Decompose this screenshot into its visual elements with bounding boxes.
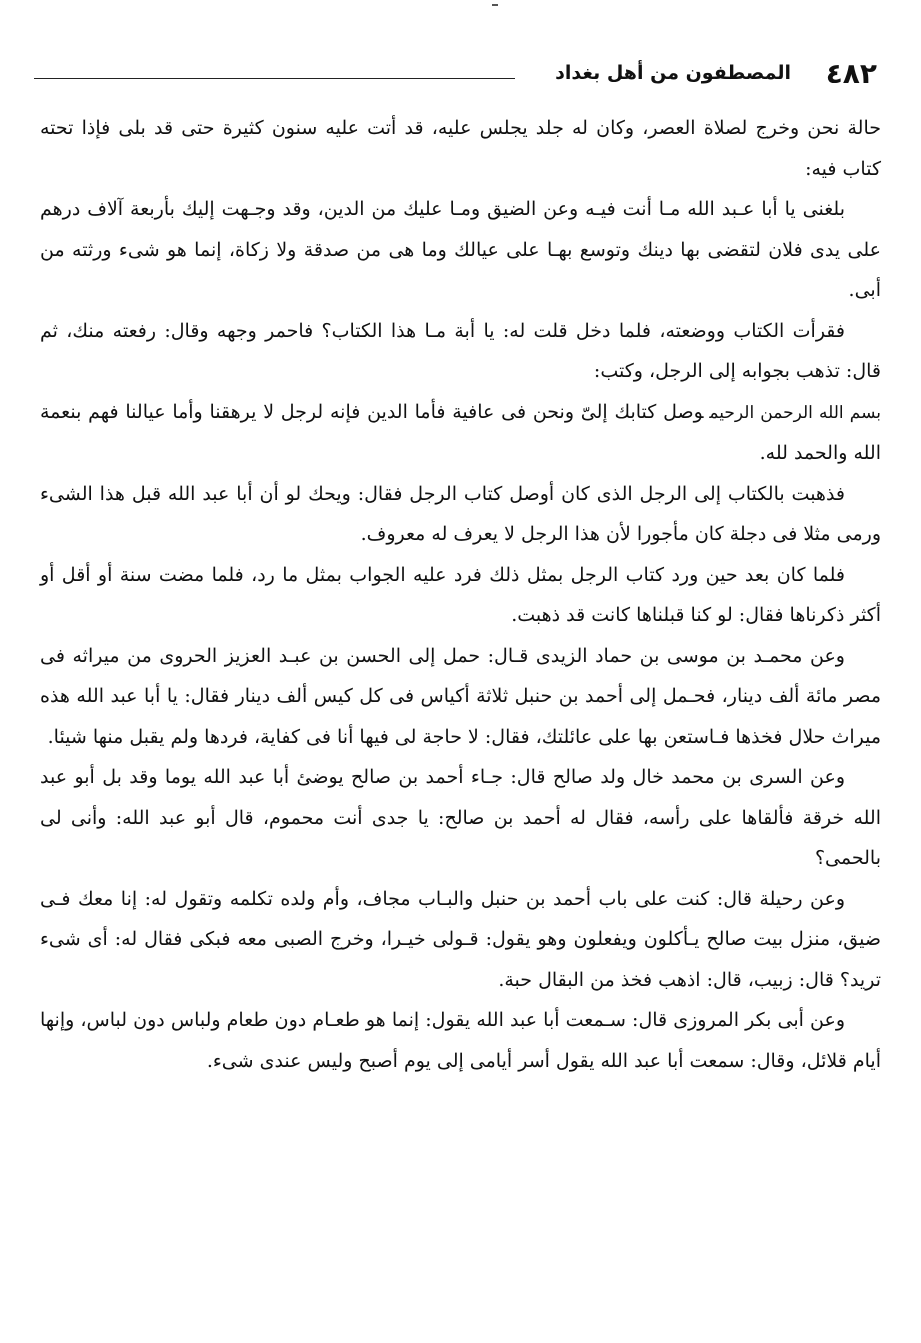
page-number: ٤٨٢: [825, 57, 877, 90]
page-header: [34, 56, 887, 96]
header-rule: [34, 78, 515, 79]
paragraph-inheritance: وعن محمـد بن موسى بن حماد الزيدى قـال: حمل إلى الحسن بن عبـد العزيز الحروى من ميراثه فى مصر مائة ألف دينار، فحـمل إلى أحمد بن حنبل ثلاثة أكياس فى كل كيس ألف دينار فقال: يا أبا عبد الله هذه ميراث حلال فخذها فـاستعن بها على عائلتك، فقال: لا حاجة لى فيها أنا فى كفاية، فردها ولم يقبل منها شيئا.: [40, 644, 881, 748]
page-body: [40, 108, 881, 1081]
paragraph-hardship: وعن رحيلة قال: كنت على باب أحمد بن حنبل والبـاب مجاف، وأم ولده تكلمه وتقول له: إنا معك فـى ضيق، منزل بيت صالح يـأكلون ويفعلون وهو يقول: قـولى خيـرا، وخرج الصبى معه فبكى فقال له: أى شىء تريد؟ قال: زبيب، قال: اذهب فخذ من البقال حبة.: [40, 887, 881, 991]
paragraph-continuation: حالة نحن وخرج لصلاة العصر، وكان له جلد يجلس عليه، قد أتت عليه سنون كثيرة حتى قد بلى فإذا تحته كتاب فيه:: [40, 117, 881, 180]
paragraph-reply: [40, 392, 881, 474]
paragraph-fever: وعن السرى بن محمد خال ولد صالح قال: جـاء أحمد بن صالح يوضئ أبا عبد الله يوما وقد بل أبو عبد الله خرقة فألقاها على رأسه، فقال له أحمد بن صالح: يا جدى أنت محموم، قال أبو عبد الله: وأنى لى بالحمى؟: [40, 766, 881, 869]
basmala-calligraphy: بسم الله الرحمن الرحيم: [709, 402, 881, 423]
paragraph-reading-letter: فقرأت الكتاب ووضعته، فلما دخل قلت له: يا أبة مـا هذا الكتاب؟ فاحمر وجهه وقال: رفعته منك، ثم قال: تذهب بجوابه إلى الرجل، وكتب:: [40, 319, 881, 382]
paragraph-marwazi: وعن أبى بكر المروزى قال: سـمعت أبا عبد الله يقول: إنما هو طعـام دون طعام ولباس دون لباس، وإنها أيام قلائل، وقال: سمعت أبا عبد الله يقول أسر أيامى إلى يوم أصبح وليس عندى شىء.: [40, 1009, 881, 1072]
paragraph-delivery: فذهبت بالكتاب إلى الرجل الذى كان أوصل كتاب الرجل فقال: ويحك لو أن أبا عبد الله قبل هذا الشىء ورمى مثلا فى دجلة كان مأجورا لأن هذا الرجل لا يعرف له معروف.: [40, 482, 881, 545]
running-title: المصطفون من أهل بغداد: [555, 62, 791, 84]
paragraph-later: فلما كان بعد حين ورد كتاب الرجل بمثل ذلك فرد عليه الجواب بمثل ما رد، فلما مضت سنة أو أقل أو أكثر ذكرناها فقال: لو كنا قبلناها كانت قد ذهبت.: [40, 563, 881, 626]
paragraph-letter: بلغنى يا أبا عـبد الله مـا أنت فيـه وعن الضيق ومـا عليك من الدين، وقد وجـهت إليك بأربعة آلاف درهم على يدى فلان لتقضى بها دينك وتوسع بهـا على عيالك وما هى من صدقة ولا زكاة، إنما هو شىء ورثته من أبى.: [40, 198, 881, 301]
scan-mark: [492, 4, 498, 6]
reply-text: وصل كتابك إلىّ ونحن فى عافية فأما الدين فإنه لرجل لا يرهقنا وأما عيالنا فهم بنعمة الله والحمد لله.: [40, 400, 881, 464]
